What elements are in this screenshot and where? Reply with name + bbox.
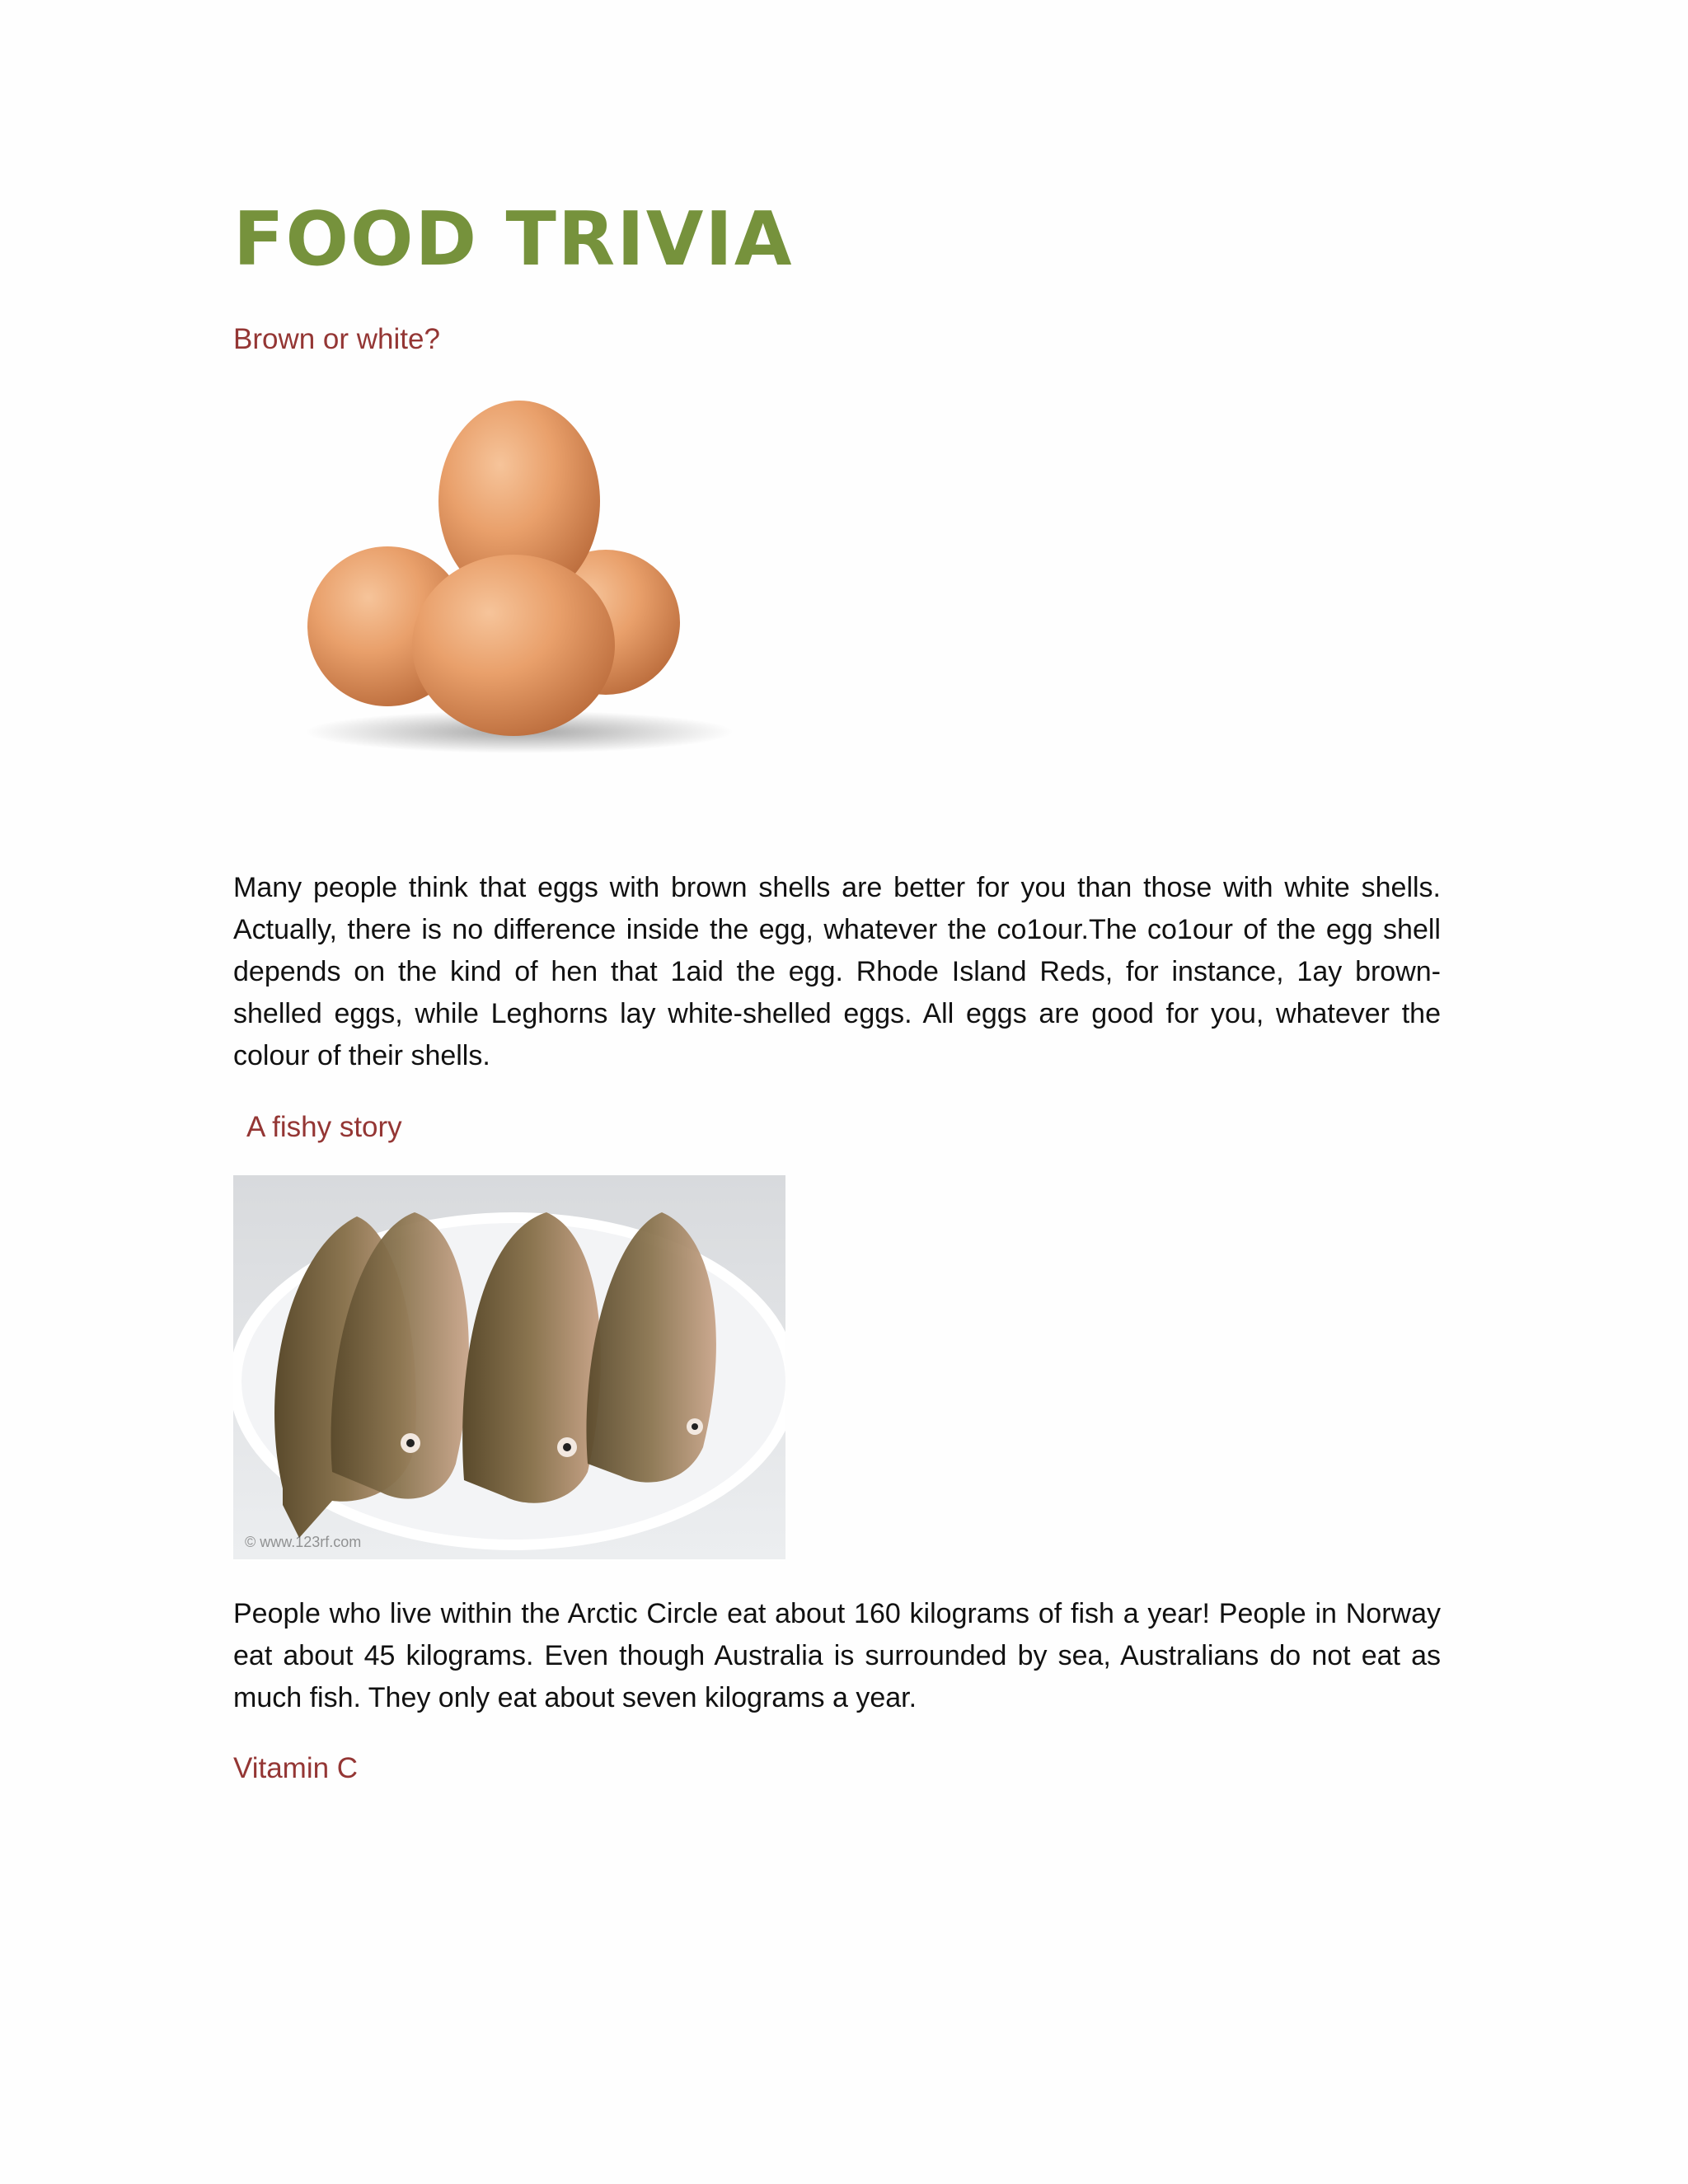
section-heading-fish: A fishy story bbox=[246, 1111, 402, 1143]
fish-paragraph: People who live within the Arctic Circle eat about 160 kilograms of fish a year! People in Norway eat about 45 kilograms. Even though Australia is surrounded by sea, Australians do not eat as much fish. They only eat about seven kilograms a year. bbox=[233, 1598, 1441, 1713]
page-title: FOOD TRIVIA bbox=[233, 196, 794, 283]
fish-plate-photo bbox=[233, 1175, 785, 1559]
image-watermark: © www.123rf.com bbox=[245, 1534, 362, 1550]
section-heading-eggs: Brown or white? bbox=[233, 323, 440, 355]
eggs-paragraph: Many people think that eggs with brown shells are better for you than those with white shells. Actually, there is no difference inside the egg, whatever the co1our.The co1our of the egg shell depends on the kind of hen that 1aid the egg. Rhode Island Reds, for instance, 1ay brown-shelled eggs, while Leghorns lay white-shelled eggs. All eggs are good for you, whatever the colour of their shells. bbox=[233, 872, 1441, 1071]
section-heading-vitamin-c: Vitamin C bbox=[233, 1752, 359, 1784]
eggs-photo bbox=[272, 379, 783, 775]
